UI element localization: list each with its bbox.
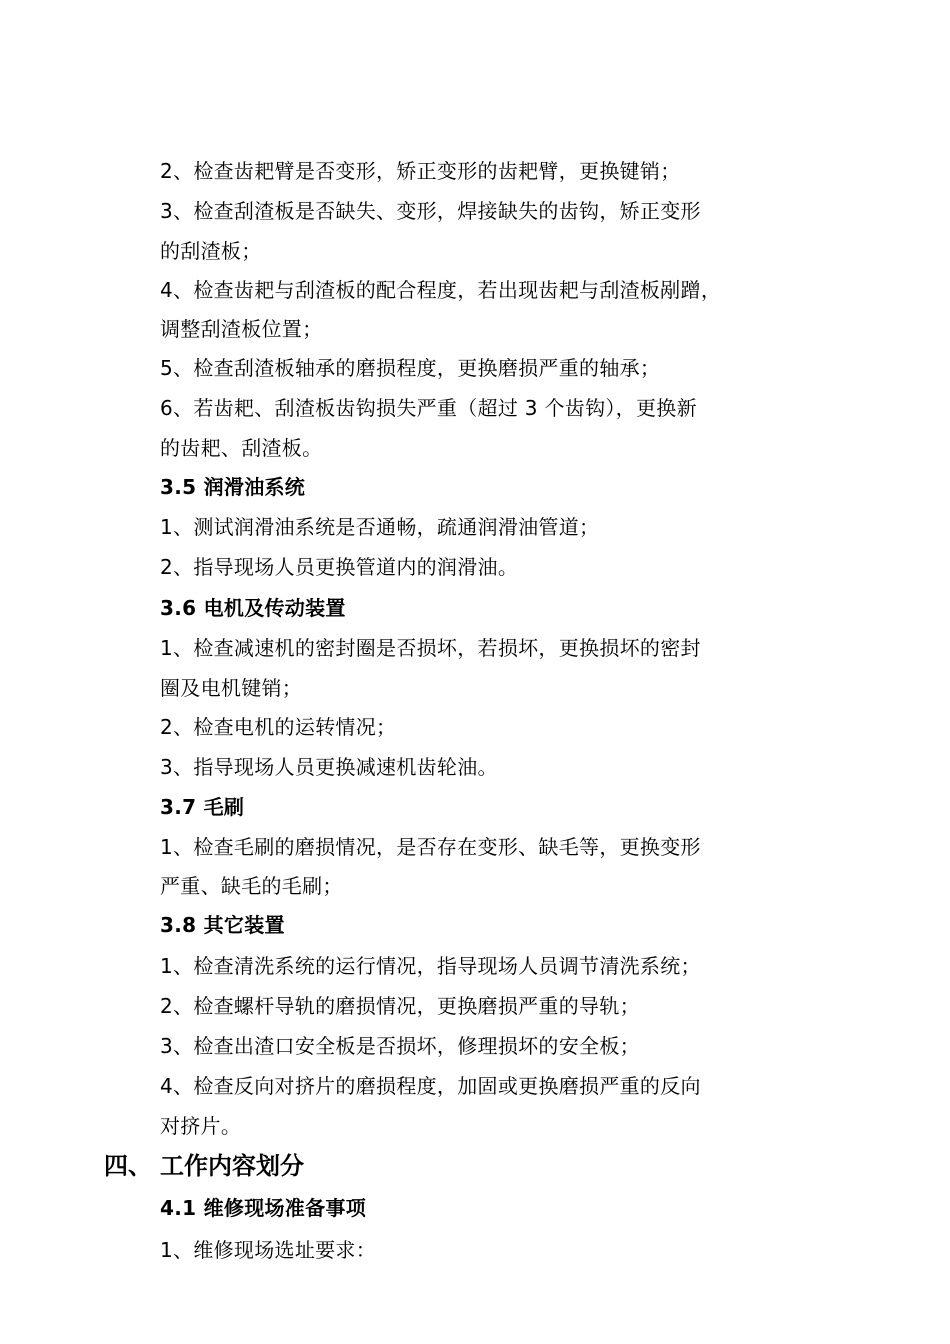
list-item: 2、检查齿耙臂是否变形，矫正变形的齿耙臂，更换键销； [160,159,681,183]
list-item: 3、检查出渣口安全板是否损坏，修理损坏的安全板； [160,1034,640,1058]
section-heading-3-6: 3.6 电机及传动装置 [160,596,346,620]
list-item: 6、若齿耙、刮渣板齿钩损失严重（超过 3 个齿钩），更换新 [160,396,697,420]
list-item: 4、检查齿耙与刮渣板的配合程度，若出现齿耙与刮渣板剐蹭， [160,278,722,302]
list-item: 1、测试润滑油系统是否通畅，疏通润滑油管道； [160,515,600,539]
list-item-continuation: 严重、缺毛的毛刷； [160,874,343,898]
list-item: 2、检查电机的运转情况； [160,715,397,739]
list-item-continuation: 的齿耙、刮渣板。 [160,436,323,460]
list-item-continuation: 圈及电机键销； [160,676,303,700]
list-item: 2、指导现场人员更换管道内的润滑油。 [160,555,519,579]
list-item-continuation: 的刮渣板； [160,239,262,263]
section-heading-3-5: 3.5 润滑油系统 [160,475,306,499]
chapter-number: 四、 [104,1152,152,1180]
list-item: 5、检查刮渣板轴承的磨损程度，更换磨损严重的轴承； [160,356,661,380]
list-item: 1、检查清洗系统的运行情况，指导现场人员调节清洗系统； [160,954,701,978]
section-heading-4-1: 4.1 维修现场准备事项 [160,1196,366,1220]
chapter-title: 工作内容划分 [160,1152,304,1180]
list-item: 1、检查减速机的密封圈是否损坏，若损坏，更换损坏的密封 [160,636,701,660]
list-item: 1、检查毛刷的磨损情况，是否存在变形、缺毛等，更换变形 [160,835,701,859]
list-item: 4、检查反向对挤片的磨损程度，加固或更换磨损严重的反向 [160,1074,701,1098]
list-item: 2、检查螺杆导轨的磨损情况，更换磨损严重的导轨； [160,994,640,1018]
section-heading-3-7: 3.7 毛刷 [160,795,245,819]
section-heading-3-8: 3.8 其它装置 [160,913,285,937]
list-item-continuation: 调整刮渣板位置； [160,317,323,341]
list-item-continuation: 对挤片。 [160,1114,242,1138]
list-item: 1、维修现场选址要求： [160,1238,377,1262]
chapter-heading-4 [104,1150,304,1182]
list-item: 3、指导现场人员更换减速机齿轮油。 [160,755,498,779]
list-item: 3、检查刮渣板是否缺失、变形，焊接缺失的齿钩，矫正变形 [160,199,701,223]
